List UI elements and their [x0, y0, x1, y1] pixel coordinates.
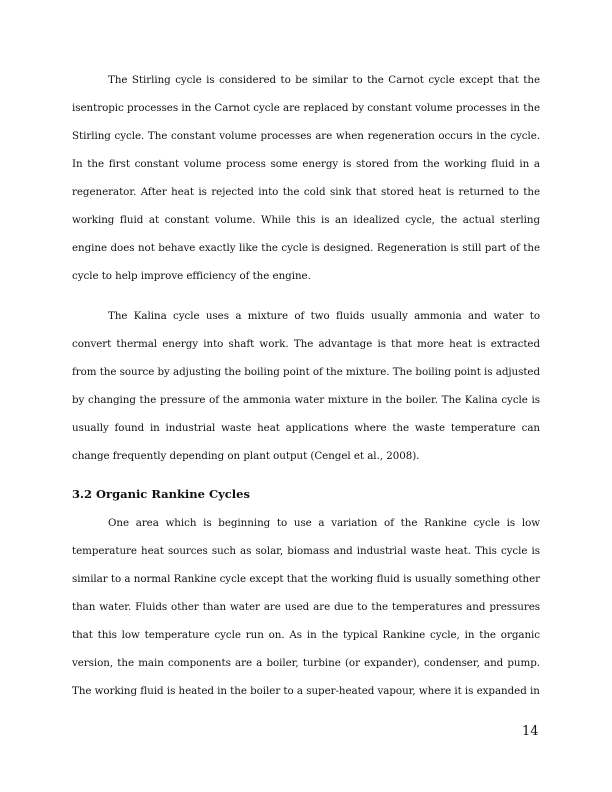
paragraph-stirling-cycle: The Stirling cycle is considered to be similar to the Carnot cycle except that the isentropic processes in the Carnot cycle are replaced by constant volume processes in the Stirling cycle. The constant volume processes are when regeneration occurs in the cycle. In the first constant volume process some energy is stored from the working fluid in a regenerator. After heat is rejected into the cold sink that stored heat is returned to the working fluid at constant volume. While this is an idealized cycle, the actual sterling engine does not behave exactly like the cycle is designed. Regeneration is still part of the cycle to help improve efficiency of the engine. [72, 74, 540, 282]
paragraph-kalina-cycle: The Kalina cycle uses a mixture of two fluids usually ammonia and water to convert thermal energy into shaft work. The advantage is that more heat is extracted from the source by adjusting the boiling point of the mixture. The boiling point is adjusted by changing the pressure of the ammonia water mixture in the boiler. The Kalina cycle is usually found in industrial waste heat applications where the waste temperature can change frequently depending on plant output (Cengel et al., 2008). [72, 310, 540, 462]
page-number: 14 [522, 724, 539, 739]
section-heading: 3.2 Organic Rankine Cycles [72, 487, 250, 501]
paragraph-organic-rankine: One area which is beginning to use a variation of the Rankine cycle is low temperature heat sources such as solar, biomass and industrial waste heat. This cycle is similar to a normal Rankine cycle except that the working fluid is usually something other than water. Fluids other than water are used are due to the temperatures and pressures that this low temperature cycle run on. As in the typical Rankine cycle, in the organic version, the main components are a boiler, turbine (or expander), condenser, and pump. The working fluid is heated in the boiler to a super-heated vapour, where it is expanded in [72, 517, 540, 697]
